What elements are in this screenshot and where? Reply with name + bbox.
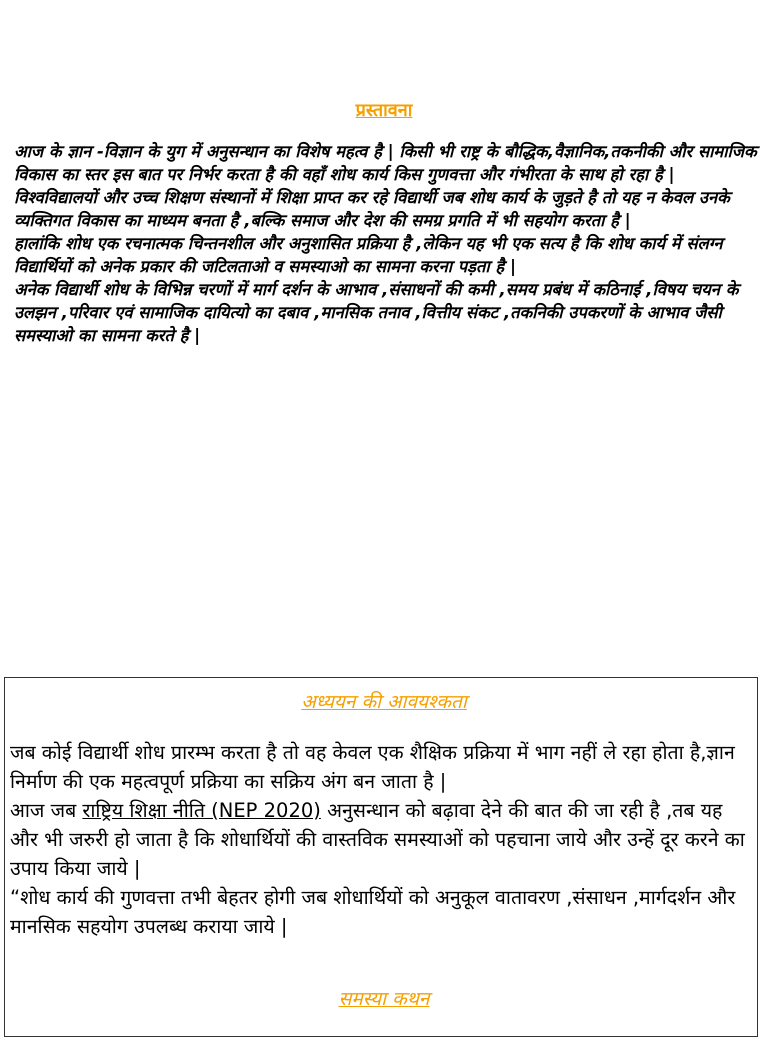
need-text-part: आज जब [10, 799, 83, 822]
problem-heading: समस्या कथन [338, 988, 430, 1010]
intro-paragraph: अनेक विद्यार्थी शोध के विभिन्न चरणों में मार्ग दर्शन के आभाव ,संसाधनों की कमी ,समय प्रबंध में कठिनाई ,विषय चयन के उलझन ,परिवार एवं सामाजिक दायित्यो का दबाव ,मानसिक तनाव ,वित्तीय संकट ,तकनिकी उपकरणों के आभाव जैसी समस्याओ का सामना करते है | [14, 280, 739, 345]
intro-paragraph: आज के ज्ञान -विज्ञान के युग में अनुसन्धान का विशेष महत्व है | किसी भी राष्ट्र के बौद्धिक,वैज्ञानिक,तकनीकी और सामाजिक विकास का स्तर इस बात पर निर्भर करता है की वहाँ शोध कार्य किस गुणवत्ता और गंभीरता के साथ हो रहा है | विश्वविद्यालयों और उच्च शिक्षण संस्थानों में शिक्षा प्राप्त कर रहे विद्यार्थी जब शोध कार्य के जुड़ते है तो यह न केवल उनके व्यक्तिगत विकास का माध्यम बनता है ,बल्कि समाज और देश की समग्र प्रगति में भी सहयोग करता है | [14, 142, 757, 230]
need-paragraph: जब कोई विद्यार्थी शोध प्रारम्भ करता है तो वह केवल एक शैक्षिक प्रक्रिया में भाग नहीं ले रहा होता है,ज्ञान निर्माण की एक महत्वपूर्ण प्रक्रिया का सक्रिय अंग बन जाता है | [10, 741, 735, 793]
intro-text [14, 140, 758, 347]
need-text-part: अनुसन्धान को बढ़ावा देने की बात की जा रही है ,तब यह और भी जरुरी हो जाता है कि शोधार्थियों की वास्तविक समस्याओं को पहचाना जाये और उन्हें दूर करने का उपाय किया जाये | [10, 799, 745, 880]
need-paragraph [10, 796, 754, 883]
need-text [10, 738, 754, 941]
nep-reference: राष्ट्रिय शिक्षा नीति (NEP 2020) [82, 799, 321, 822]
intro-heading: प्रस्तावना [355, 100, 413, 121]
need-heading: अध्ययन की आवयश्कता [301, 691, 467, 713]
intro-paragraph: हालांकि शोध एक रचनात्मक चिन्तनशील और अनुशासित प्रक्रिया है ,लेकिन यह भी एक सत्य है कि शोध कार्य में संलग्न विद्यार्थियों को अनेक प्रकार की जटिलताओ व समस्याओ का सामना करना पड़ता है | [14, 234, 723, 276]
need-paragraph: “शोध कार्य की गुणवत्ता तभी बेहतर होगी जब शोधार्थियों को अनुकूल वातावरण ,संसाधन ,मार्गदर्शन और मानसिक सहयोग उपलब्ध कराया जाये | [10, 886, 736, 938]
